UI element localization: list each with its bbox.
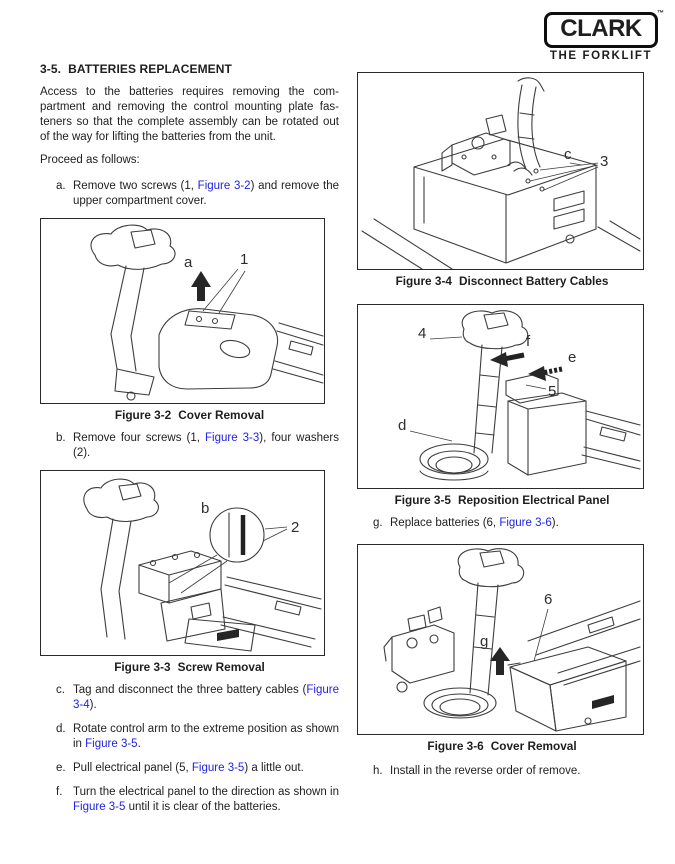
- step-item-b: [40, 431, 339, 461]
- figure-caption-number: Figure 3-3: [114, 660, 171, 674]
- step-text: [73, 785, 339, 815]
- figure-3-6: [357, 544, 644, 735]
- step-g-post: ).: [551, 517, 559, 529]
- figure-3-2-label-a: a: [184, 254, 193, 271]
- step-item-h: [357, 764, 647, 779]
- clark-logo: [544, 10, 664, 62]
- figure-3-2-caption: [40, 408, 339, 422]
- section-heading: [40, 62, 339, 76]
- step-text: [390, 764, 647, 779]
- figure-3-6-link[interactable]: Figure 3-6: [499, 517, 552, 529]
- step-text: [73, 431, 339, 461]
- step-item-d: [40, 722, 339, 752]
- figure-3-2-label-1: 1: [240, 251, 249, 268]
- step-text: [390, 516, 647, 531]
- step-d-pre: Rotate control arm to the extreme position as shown in: [73, 723, 339, 750]
- figure-caption-title: Disconnect Battery Cables: [458, 274, 609, 288]
- figure-3-2-drawing: [41, 219, 324, 403]
- step-d-post: .: [137, 738, 141, 750]
- clark-logo-tagline: THE FORKLIFT: [549, 50, 653, 62]
- figure-3-3-link[interactable]: Figure 3-3: [205, 432, 260, 444]
- figure-3-3-label-2: 2: [291, 519, 300, 536]
- figure-3-3-caption: [40, 660, 339, 674]
- step-letter: f.: [56, 786, 63, 798]
- step-item-g: [357, 516, 647, 531]
- step-f-post: until it is clear of the batteries.: [125, 801, 281, 813]
- figure-3-6-label-6: 6: [544, 591, 553, 608]
- step-text: [73, 722, 339, 752]
- step-text: [73, 179, 339, 209]
- step-item-a: [40, 179, 339, 209]
- step-f-pre: Turn the electrical panel to the direction as shown in: [73, 786, 339, 798]
- figure-3-4-label-3: 3: [600, 153, 609, 170]
- figure-3-2: [40, 218, 325, 404]
- step-text: [73, 761, 339, 776]
- figure-3-5-link[interactable]: Figure 3-5: [85, 738, 138, 750]
- figure-3-3-drawing: [41, 471, 324, 655]
- step-g-pre: Replace batteries (6,: [390, 517, 500, 529]
- figure-3-6-label-g: g: [480, 633, 489, 650]
- step-e-post: ) a little out.: [244, 762, 304, 774]
- figure-3-3-label-b: b: [201, 500, 210, 517]
- figure-3-4-caption: [357, 274, 647, 288]
- figure-3-5-label-d: d: [398, 417, 407, 434]
- step-b-post: ), four washers (2).: [73, 432, 340, 459]
- step-item-e: [40, 761, 339, 776]
- step-c-post: ).: [89, 699, 97, 711]
- step-letter: a.: [56, 180, 66, 192]
- figure-3-6-caption: [357, 739, 647, 753]
- figure-caption-number: Figure 3-6: [427, 739, 484, 753]
- step-e-pre: Pull electrical panel (5,: [73, 762, 192, 774]
- figure-3-5-drawing: [358, 305, 643, 488]
- figure-3-2-link[interactable]: Figure 3-2: [197, 180, 251, 192]
- step-letter: d.: [56, 723, 66, 735]
- figure-caption-number: Figure 3-2: [114, 408, 172, 422]
- step-a-post: ) and remove the upper compartment cover.: [73, 180, 339, 207]
- step-b-pre: Remove four screws (1,: [73, 432, 205, 444]
- figure-caption-title: Cover Removal: [490, 739, 577, 753]
- figure-3-3: [40, 470, 325, 656]
- figure-3-5-label-5: 5: [548, 383, 557, 400]
- clark-logo-box: [544, 10, 664, 48]
- step-letter: b.: [56, 432, 66, 444]
- step-text: [73, 683, 339, 713]
- step-h-pre: Install in the reverse order of remove.: [390, 765, 581, 777]
- figure-caption-number: Figure 3-4: [395, 274, 452, 288]
- section-heading-number: 3-5.: [40, 62, 62, 76]
- trademark-symbol: ™: [657, 10, 664, 17]
- figure-caption-number: Figure 3-5: [394, 493, 451, 507]
- figure-3-5: [357, 304, 644, 489]
- step-item-f: [40, 785, 339, 815]
- figure-3-5-link[interactable]: Figure 3-5: [191, 762, 245, 774]
- figure-caption-title: Reposition Electrical Panel: [457, 493, 610, 507]
- figure-3-6-drawing: [358, 545, 643, 734]
- figure-3-5-label-f: f: [526, 333, 531, 350]
- figure-caption-title: Cover Removal: [178, 408, 265, 422]
- proceed-text: Proceed as follows:: [40, 154, 140, 166]
- step-letter: g.: [373, 517, 383, 529]
- step-c-pre: Tag and disconnect the three battery cables (: [73, 684, 307, 696]
- figure-3-4-drawing: [358, 73, 643, 269]
- step-letter: h.: [373, 765, 383, 777]
- section-heading-title: BATTERIES REPLACEMENT: [68, 62, 232, 76]
- clark-logo-brand: CLARK: [560, 14, 642, 43]
- left-column: [40, 62, 339, 824]
- figure-3-5-caption: [357, 493, 647, 507]
- figure-3-5-link[interactable]: Figure 3-5: [73, 801, 126, 813]
- figure-3-5-label-e: e: [568, 349, 577, 366]
- right-column: [357, 72, 647, 788]
- step-letter: e.: [56, 762, 66, 774]
- figure-3-4-label-c: c: [564, 146, 572, 163]
- step-a-pre: Remove two screws (1,: [73, 180, 198, 192]
- figure-3-4-link[interactable]: Figure 3-4: [73, 684, 339, 711]
- intro-paragraph: Access to the batteries requires removing the compartment and removing the control mounting plate fasteners so that the complete assembly can be rotated out of the way for lifting the batteries from the unit.: [40, 86, 339, 143]
- step-letter: c.: [56, 684, 65, 696]
- figure-3-5-label-4: 4: [418, 325, 427, 342]
- step-item-c: [40, 683, 339, 713]
- figure-caption-title: Screw Removal: [177, 660, 265, 674]
- figure-3-4: [357, 72, 644, 270]
